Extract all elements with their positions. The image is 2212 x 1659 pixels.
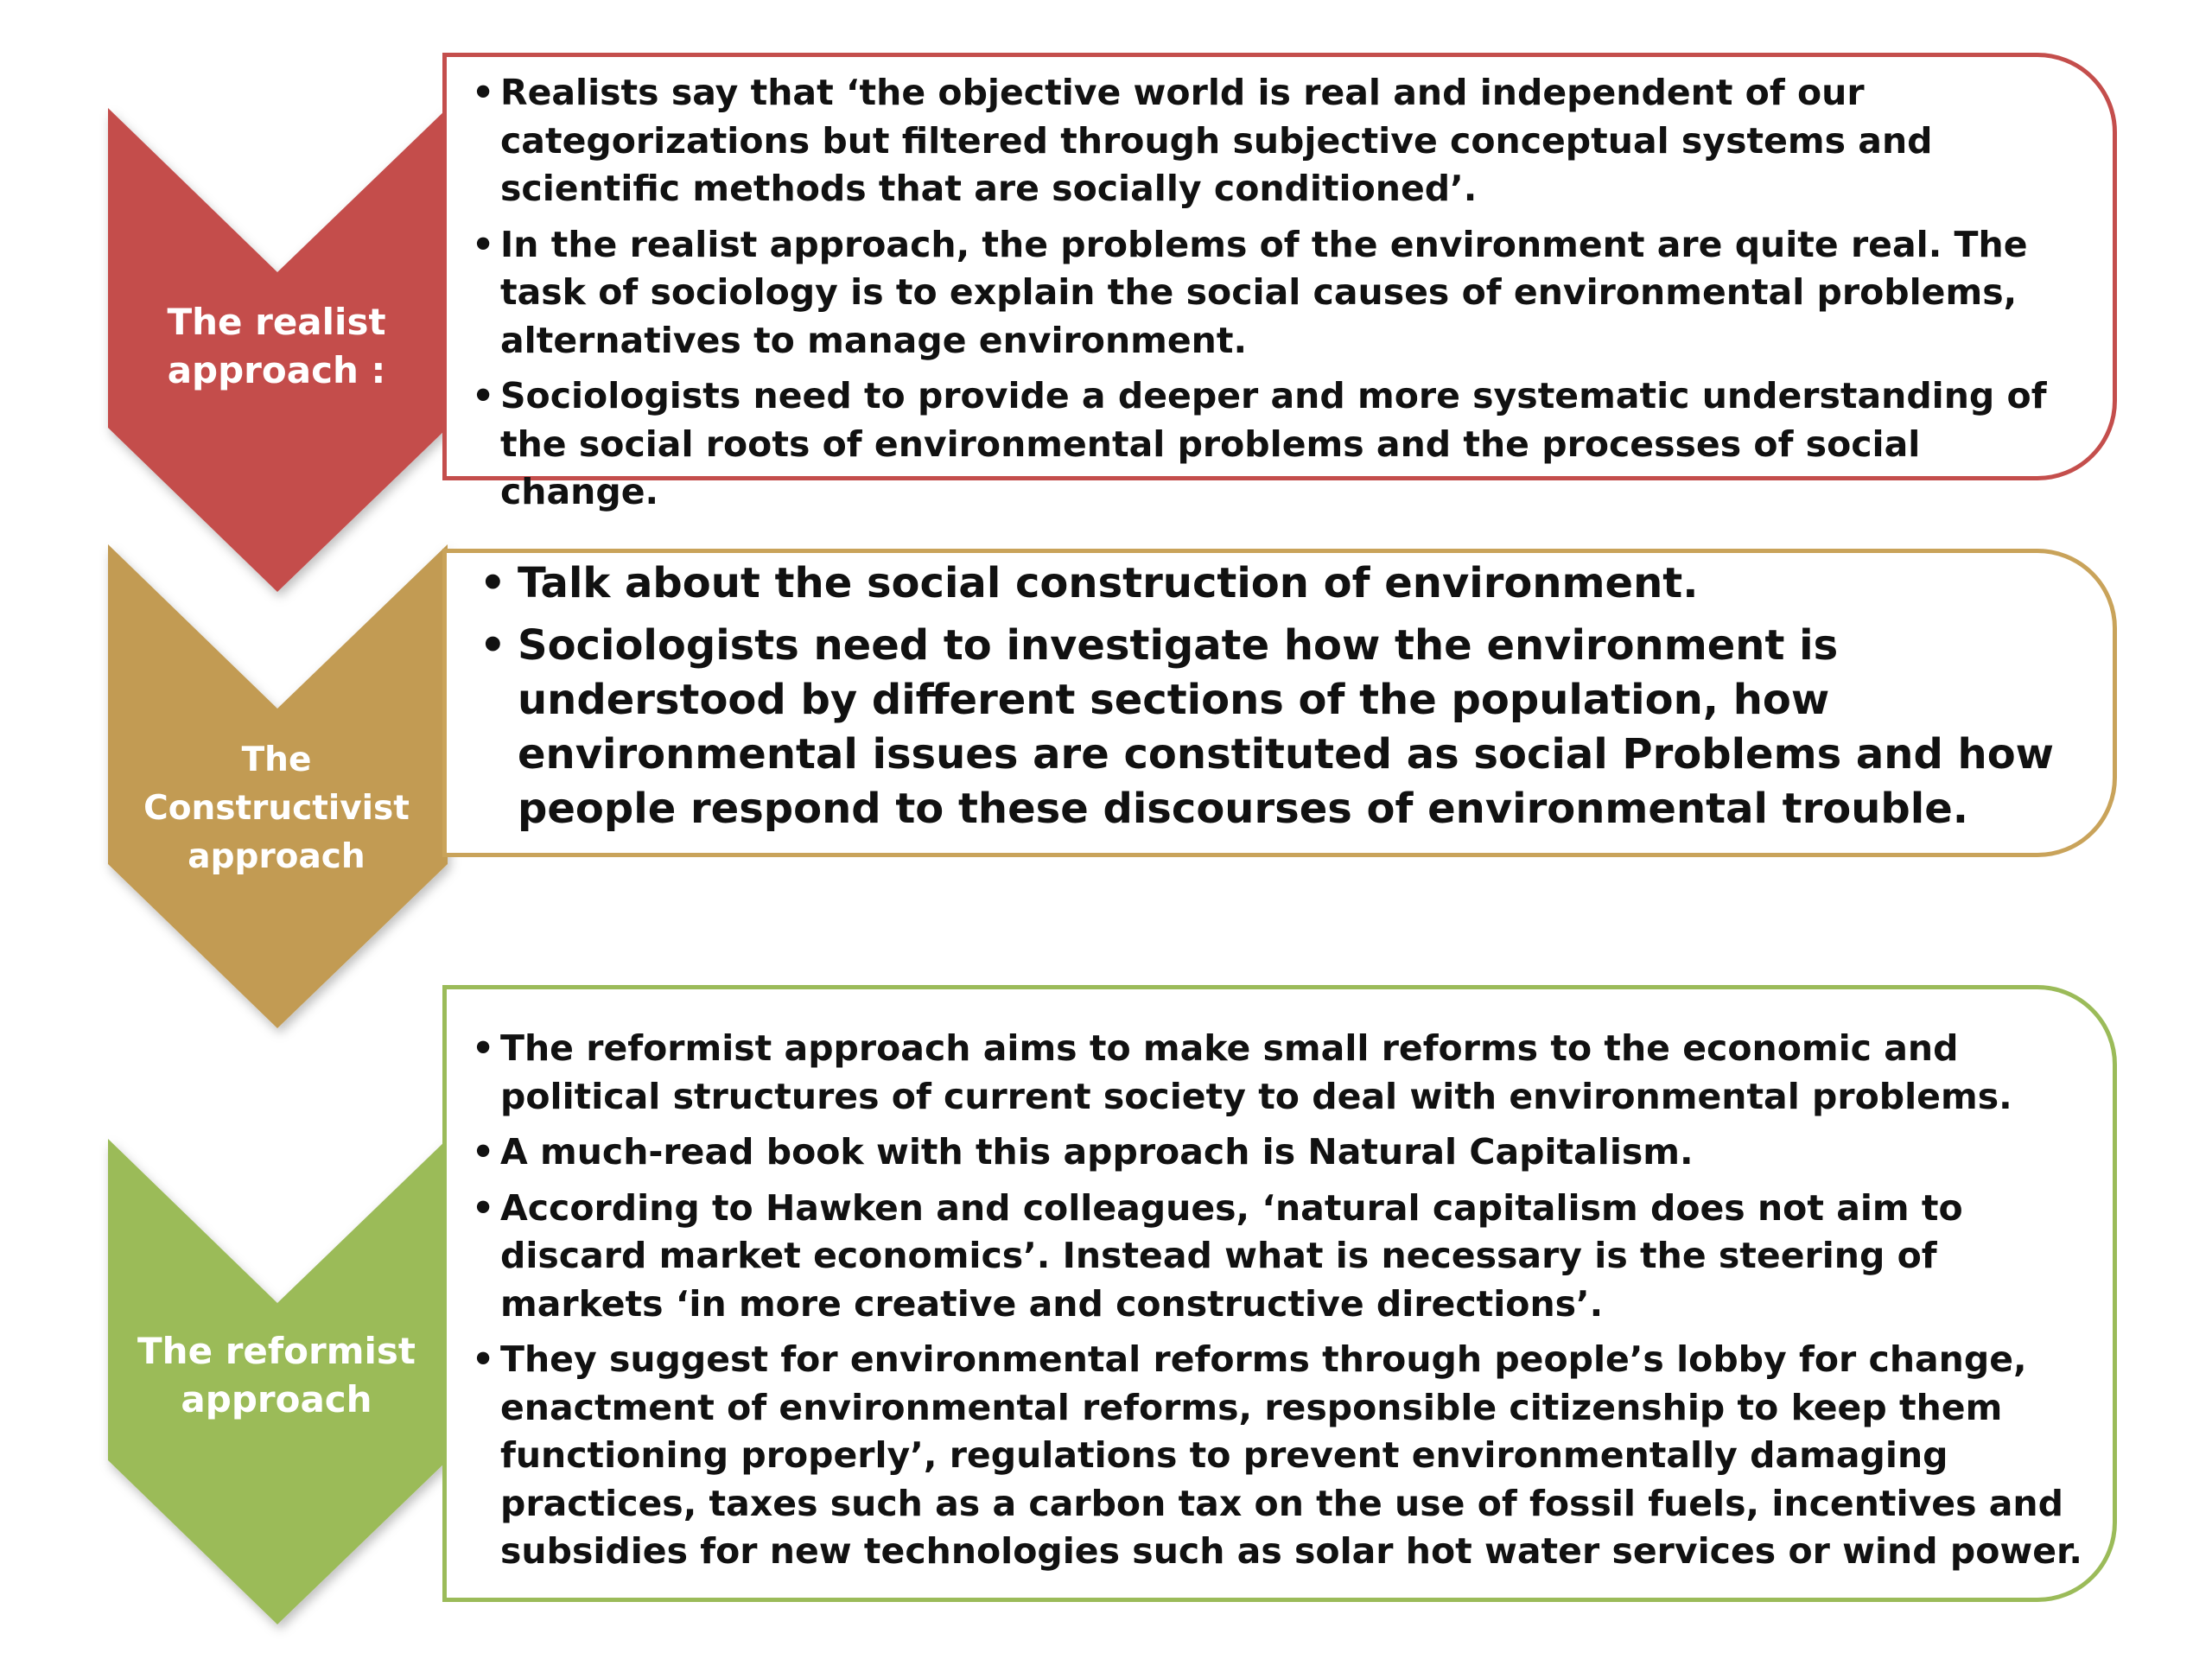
bullet-item: • A much-read book with this approach is Natural Capitalism. [500,1128,2087,1177]
reformist-bullet-list [500,1025,2087,1576]
realist-description-box [442,53,2117,512]
constructivist-approach-label: The Constructivist approach [143,741,410,876]
constructivist-bullet-list [518,556,2078,836]
bullet-item: • Realists say that ‘the objective world is real and independent of our categorizations but filtered through subjective conceptual systems and scientific methods that are socially conditioned’. [500,69,2078,213]
realist-bullet-list [500,69,2078,517]
reformist-approach-label: The reformist approach [137,1330,416,1421]
bullet-item: • Sociologists need to provide a deeper and more systematic understanding of the social roots of environmental problems and the processes of social change. [500,372,2078,517]
bullet-item: • Sociologists need to investigate how the environment is understood by different sections of the population, how environmental issues are constituted as social Problems and how people respond to these discourses of environmental trouble. [518,619,2078,836]
constructivist-description-box [442,549,2117,857]
bullet-item: • According to Hawken and colleagues, ‘natural capitalism does not aim to discard market economics’. Instead what is necessary is the steering of markets ‘in more creative and constructive directions’. [500,1185,2087,1329]
realist-approach-label: The realist approach : [167,301,386,391]
reformist-description-box [442,985,2117,1602]
bullet-item: • They suggest for environmental reforms through people’s lobby for change, enactment of environmental reforms, responsible citizenship to keep them functioning properly’, regulations to prevent environmentally damaging practices, taxes such as a carbon tax on the use of fossil fuels, incentives and subsidies for new technologies such as solar hot water services or wind power. [500,1336,2087,1576]
bullet-item: • Talk about the social construction of environment. [518,556,2078,611]
bullet-item: • The reformist approach aims to make small reforms to the economic and political structures of current society to deal with environmental problems. [500,1025,2087,1121]
bullet-item: • In the realist approach, the problems of the environment are quite real. The task of sociology is to explain the social causes of environmental problems, alternatives to manage environment. [500,221,2078,365]
